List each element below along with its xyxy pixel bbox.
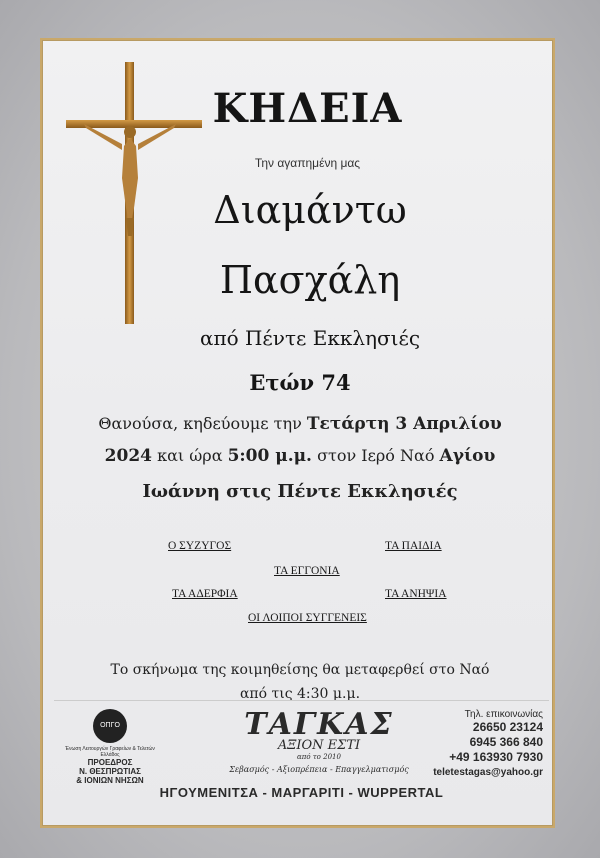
funeral-date: Τετάρτη 3 Απριλίου [306,414,502,434]
funeral-home-brand [214,707,424,774]
deceased-origin: από Πέντε Εκκλησιές [199,326,421,350]
mourner-relatives: ΟΙ ΛΟΙΠΟΙ ΣΥΓΓΕΝΕΙΣ [248,612,367,624]
mourner-nephews: ΤΑ ΑΝΗΨΙΑ [385,588,447,600]
association-name: Ένωση Λειτουργών Γραφείων & Τελετών Ελλάδος [65,746,155,758]
brand-name: ΤΑΓΚΑΣ [244,707,394,742]
funeral-year: 2024 [104,446,152,466]
transfer-time: από τις 4:30 μ.μ. [239,686,361,702]
mourner-children: ΤΑ ΠΑΙΔΙΑ [385,540,442,552]
time-intro: και ώρα [151,446,228,465]
transfer-note: Το σκήνωμα της κοιμηθείσης θα μεταφερθεί στο Ναό [110,662,490,678]
church-name-start: Αγίου [439,446,496,466]
contact-info [423,709,543,778]
mourner-spouse: Ο ΣΥΖΥΓΟΣ [168,540,232,552]
association-role: ΠΡΟΕΔΡΟΣ [87,758,133,767]
date-intro: Θανούσα, κηδεύουμε την [98,414,307,433]
subtitle: Την αγαπημένη μας [254,156,361,170]
email: teletestagas@yahoo.gr [433,767,543,778]
mourner-siblings: ΤΑ ΑΔΕΡΦΙΑ [172,588,238,600]
funeral-date-line [0,414,600,434]
branch-cities: ΗΓΟΥΜΕΝΙΤΣΑ - ΜΑΡΓΑΡΙΤΙ - WUPPERTAL [159,785,444,800]
deceased-age: Ετών 74 [249,370,351,395]
deceased-first-name: Διαμάντω [213,188,407,232]
contact-label: Τηλ. επικοινωνίας [464,709,543,720]
phone-2: 6945 366 840 [469,735,543,749]
brand-motto: ΑΞΙΟΝ ΕΣΤΙ [277,738,361,753]
deceased-last-name: Πασχάλη [219,258,401,302]
church-location: Ιωάννη στις Πέντε Εκκλησιές [142,481,458,502]
mourner-grandchildren: ΤΑ ΕΓΓΟΝΙΑ [274,565,340,577]
association-logo: ΟΠΓΟ [93,709,127,743]
funeral-time: 5:00 μ.μ. [227,446,312,466]
association-seal [60,709,160,785]
church-intro: στον Ιερό Ναό [311,446,440,465]
brand-since: από το 2010 [297,753,341,761]
phone-3: +49 163930 7930 [449,750,543,764]
funeral-home-footer [54,700,549,807]
funeral-time-line [0,446,600,466]
crucifix-icon [64,58,204,328]
brand-values: Σεβασμός - Αξιοπρέπεια - Επαγγελματισμός [229,765,409,774]
phone-1: 26650 23124 [472,720,543,734]
page-title: ΚΗΔΕΙΑ [212,85,403,132]
association-region-2: & ΙΟΝΙΩΝ ΝΗΣΩΝ [76,776,144,785]
association-region-1: Ν. ΘΕΣΠΡΩΤΙΑΣ [79,767,141,776]
